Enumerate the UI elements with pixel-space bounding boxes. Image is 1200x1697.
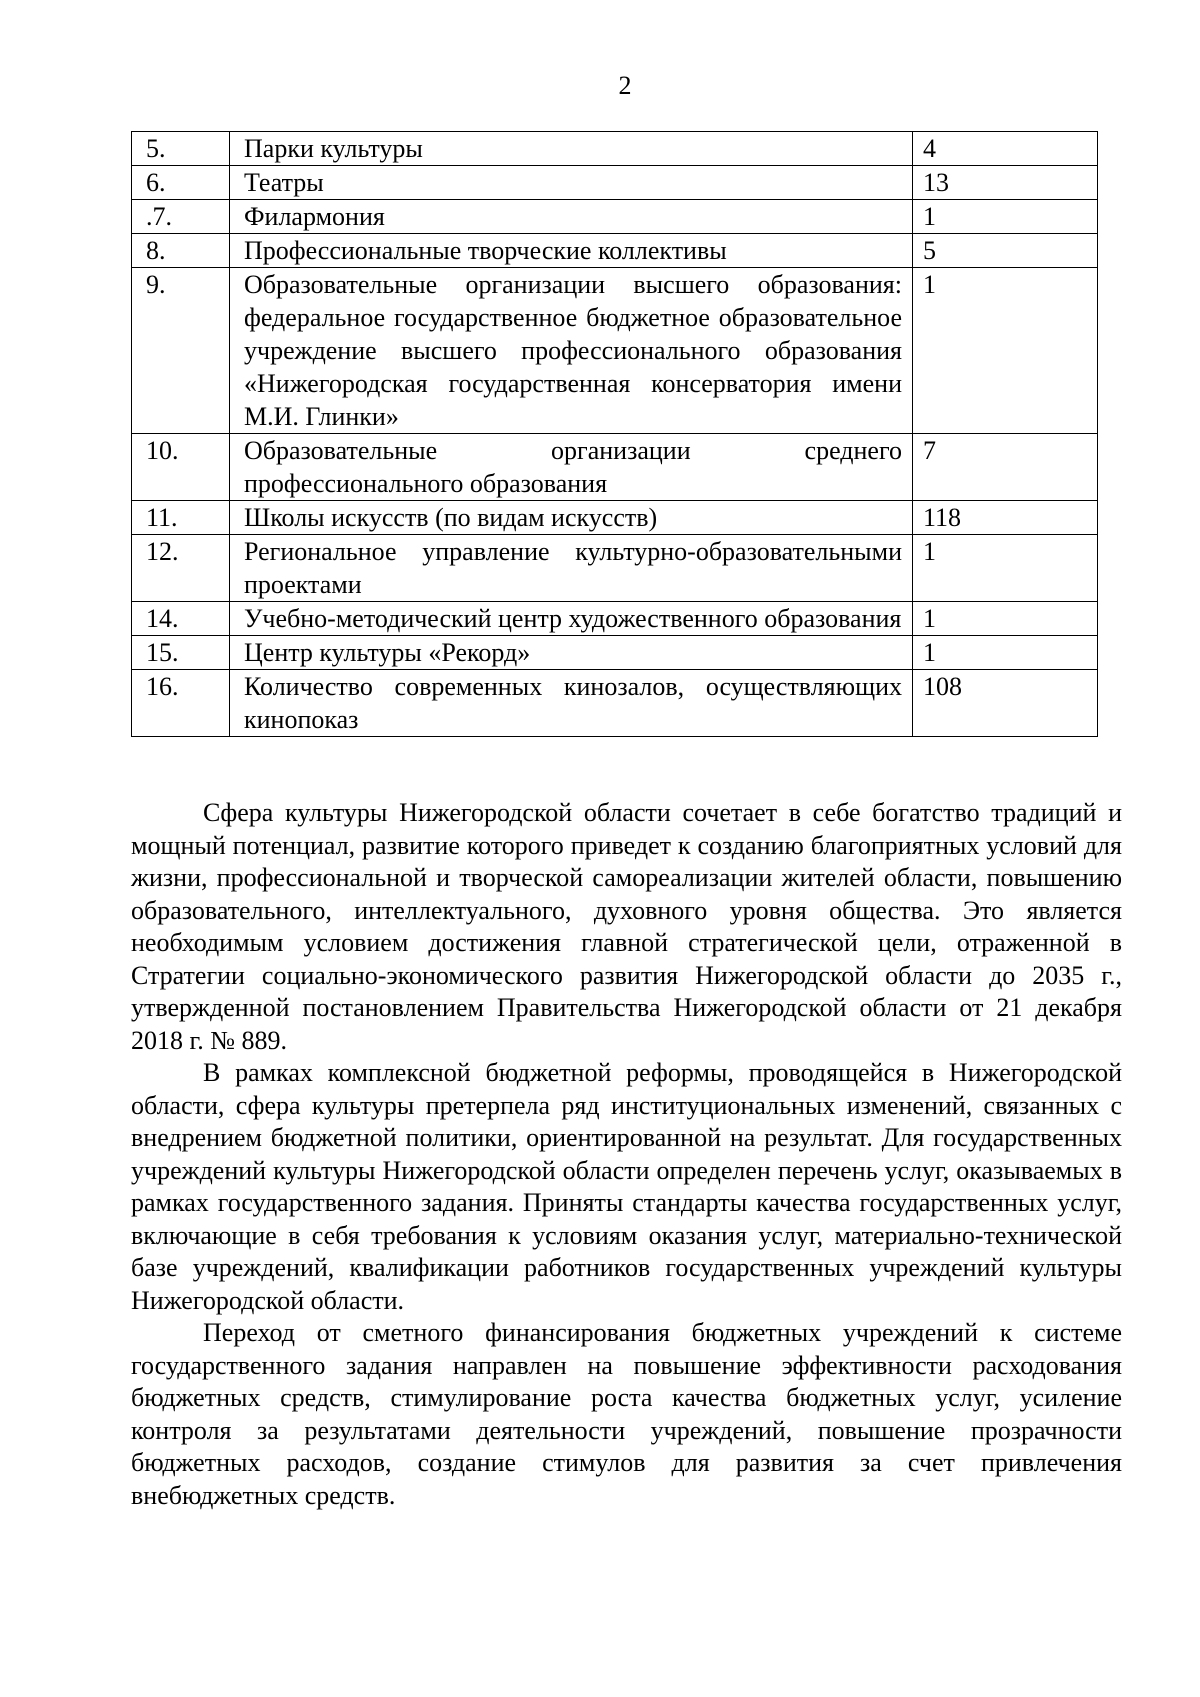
page-number: 2 bbox=[618, 71, 632, 100]
table-row bbox=[132, 670, 1098, 737]
row-name: Образовательные организации среднего профессионального образования bbox=[230, 434, 913, 501]
table-row bbox=[132, 234, 1098, 268]
paragraph: В рамках комплексной бюджетной реформы, проводящейся в Нижегородской области, сфера культуры претерпела ряд институциональных изменений, связанных с внедрением бюджетной политики, ориентированной на результат. Для государственных учреждений культуры Нижегородской области определен перечень услуг, оказываемых в рамках государственного задания. Приняты стандарты качества государственных услуг, включающие в себя требования к условиям оказания услуг, материально-технической базе учреждений, квалификации работников государственных учреждений культуры Нижегородской области. bbox=[131, 1058, 1122, 1315]
paragraph: Переход от сметного финансирования бюджетных учреждений к системе государственного задания направлен на повышение эффективности расходования бюджетных средств, стимулирование роста качества бюджетных услуг, усиление контроля за результатами деятельности учреждений, повышение прозрачности бюджетных расходов, создание стимулов для развития за счет привлечения внебюджетных средств. bbox=[131, 1318, 1122, 1510]
institutions-table bbox=[131, 131, 1098, 737]
row-number: 16. bbox=[132, 670, 230, 737]
row-number: 15. bbox=[132, 636, 230, 670]
row-name: Образовательные организации высшего образования: федеральное государственное бюджетное образовательное учреждение высшего профессионального образования «Нижегородская государственная консерватория имени М.И. Глинки» bbox=[230, 268, 913, 434]
row-name: Театры bbox=[230, 166, 913, 200]
row-count: 5 bbox=[913, 234, 1098, 268]
row-count: 108 bbox=[913, 670, 1098, 737]
row-name: Учебно-методический центр художественного образования bbox=[230, 602, 913, 636]
row-count: 1 bbox=[913, 602, 1098, 636]
row-name: Парки культуры bbox=[230, 132, 913, 166]
row-number: 8. bbox=[132, 234, 230, 268]
table-row bbox=[132, 166, 1098, 200]
row-count: 1 bbox=[913, 200, 1098, 234]
row-count: 1 bbox=[913, 268, 1098, 434]
table-row bbox=[132, 200, 1098, 234]
row-count: 118 bbox=[913, 501, 1098, 535]
row-number: 10. bbox=[132, 434, 230, 501]
body-text bbox=[131, 797, 1122, 1512]
row-count: 1 bbox=[913, 535, 1098, 602]
row-number: .7. bbox=[132, 200, 230, 234]
row-number: 9. bbox=[132, 268, 230, 434]
table-row bbox=[132, 434, 1098, 501]
row-number: 6. bbox=[132, 166, 230, 200]
row-count: 13 bbox=[913, 166, 1098, 200]
row-count: 4 bbox=[913, 132, 1098, 166]
row-name: Количество современных кинозалов, осуществляющих кинопоказ bbox=[230, 670, 913, 737]
table-row bbox=[132, 602, 1098, 636]
table-row bbox=[132, 501, 1098, 535]
row-count: 1 bbox=[913, 636, 1098, 670]
row-name: Центр культуры «Рекорд» bbox=[230, 636, 913, 670]
row-name: Региональное управление культурно-образовательными проектами bbox=[230, 535, 913, 602]
row-count: 7 bbox=[913, 434, 1098, 501]
row-number: 5. bbox=[132, 132, 230, 166]
paragraph: Сфера культуры Нижегородской области сочетает в себе богатство традиций и мощный потенциал, развитие которого приведет к созданию благоприятных условий для жизни, профессиональной и творческой самореализации жителей области, повышению образовательного, интеллектуального, духовного уровня общества. Это является необходимым условием достижения главной стратегической цели, отраженной в Стратегии социально-экономического развития Нижегородской области до 2035 г., утвержденной постановлением Правительства Нижегородской области от 21 декабря 2018 г. № 889. bbox=[131, 798, 1122, 1055]
row-number: 14. bbox=[132, 602, 230, 636]
row-number: 11. bbox=[132, 501, 230, 535]
table-row bbox=[132, 132, 1098, 166]
row-name: Профессиональные творческие коллективы bbox=[230, 234, 913, 268]
row-name: Филармония bbox=[230, 200, 913, 234]
table-row bbox=[132, 535, 1098, 602]
table-row bbox=[132, 636, 1098, 670]
table-row bbox=[132, 268, 1098, 434]
row-number: 12. bbox=[132, 535, 230, 602]
row-name: Школы искусств (по видам искусств) bbox=[230, 501, 913, 535]
